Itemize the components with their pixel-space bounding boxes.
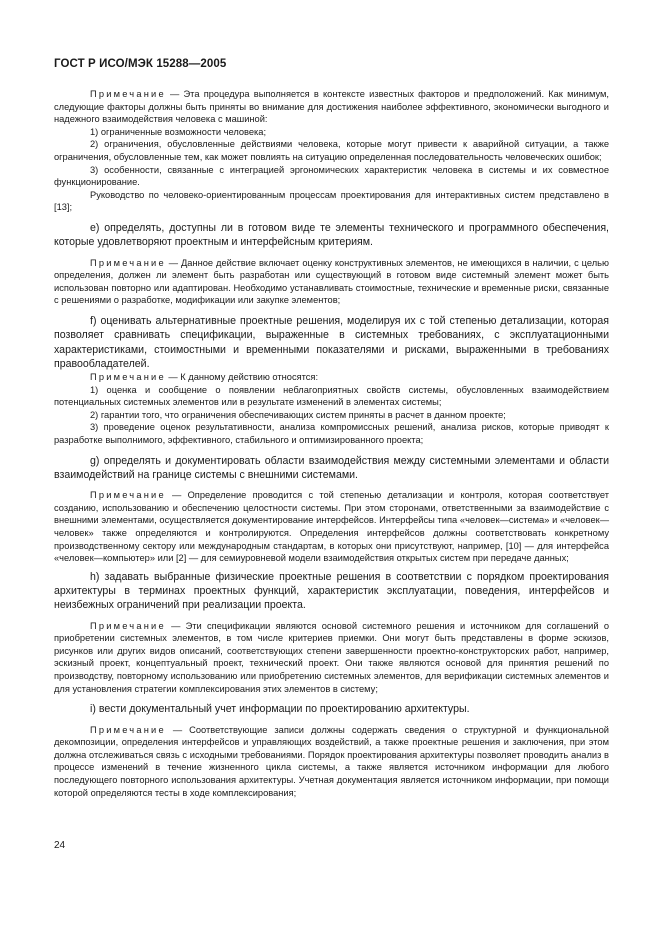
note-label: Примечание: [90, 724, 166, 735]
list-item: 1) оценка и сообщение о появлении неблагоприятных свойств системы, обусловленных взаимодействием потенциальных системных элементов или в результате изменений в элементах системы;: [54, 384, 609, 408]
note-text: — Определение проводится с той степенью детализации и контроля, которая соответствует созданию, использованию и обеспечению целостности системы. При этом сторонами, ответственными за взаимодействие с внешними элементами, осуществляется документирование интерфейсов. Интерфейсы типа «человек—система» и «человек—человек» также определяются и контролируются. Определения интерфейсов должны соответствовать конкретному производственному сектору или международным стандартам, в которых они присутствуют, например, [10] — для интерфейса «человек—компьютер» или [2] — для семиуровневой модели взаимодействия открытых систем при передаче данных;: [54, 490, 609, 564]
list-item: 3) особенности, связанные с интеграцией эргономических характеристик человека в системы и их совместное функционирование.: [54, 164, 609, 188]
note-paragraph: [54, 620, 609, 696]
note-label: Примечание: [90, 372, 166, 383]
document-header: ГОСТ Р ИСО/МЭК 15288—2005: [54, 58, 227, 70]
list-item: 2) ограничения, обусловленные действиями человека, которые могут привести к аварийной ситуации, а также ограничения, обусловленные тем, как может повлиять на ситуацию определенная последовательность человеческих ошибок;: [54, 139, 609, 162]
note-label: Примечание: [90, 620, 166, 631]
page-number: 24: [54, 840, 66, 851]
list-item: 3) проведение оценок результативности, анализа компромиссных решений, анализа рисков, которые приводят к разработке выполнимого, эффективного, стабильного и оптимизированного проекта;: [54, 422, 609, 446]
note-text: — Соответствующие записи должны содержать сведения о структурной и функциональной декомпозиции, определения интерфейсов и управляющих воздействий, а также проектные решения и заключения, при этом должна отслеживаться связь с исходными требованиями. Порядок проектирования архитектуры позволяет проводить анализ в процессе изменений в течение жизненного цикла системы, а также является источником информации для любого последующего повторного использования архитектуры. Учетная документация является источником информации, при помощи которой определяются тесты в ходе комплексирования;: [54, 724, 609, 798]
note-paragraph: [54, 257, 609, 307]
list-item: 1) ограниченные возможности человека;: [90, 126, 267, 137]
note-label: Примечание: [90, 89, 166, 99]
item-e: e) определять, доступны ли в готовом виде те элементы технического и программного обеспечения, которые удовлетворяют проектным и интерфейсным критериям.: [54, 221, 609, 249]
note-text: — Эти спецификации являются основой системного решения и источником для соглашений о приобретении системных элементов, в том числе критериев приемки. Они могут быть представлены в форме эскизов, рисунков или других видов описаний, соответствующих степени завершенности проектно-конструкторских работ, например, эскизный проект, концептуальный проект, технический проект. Они также являются основой для принятия решений по производству, повторному использованию или приобретению системных элементов, для верификации системных элементов и для установления стратегии комплексирования этих элементов в систему;: [54, 620, 609, 694]
note-paragraph: [54, 724, 609, 800]
note-label: Примечание: [90, 257, 166, 268]
item-g: g) определять и документировать области взаимодействия между системными элементами и области взаимодействий на границе системы с внешними системами.: [54, 454, 609, 481]
note-label: Примечание: [90, 490, 166, 501]
document-body: [54, 88, 609, 799]
note-text: — Данное действие включает оценку конструктивных элементов, не имеющихся в наличии, с целью определения, должен ли элемент быть разработан или существующий в готовом виде системный элемент может быть использован повторно или адаптирован. Необходимо устанавливать стоимостные, технические и временные риски, связанные с решениями о разработке, модификации или закупке элементов;: [54, 257, 609, 306]
body-paragraph: Руководство по человеко-ориентированным процессам проектирования для интерактивных систем представлено в [13];: [54, 189, 609, 213]
list-item: 2) гарантии того, что ограничения обеспечивающих систем приняты в расчет в данном проекте;: [90, 409, 506, 420]
note-text: — К данному действию относятся:: [165, 372, 319, 383]
item-i: i) вести документальный учет информации по проектированию архитектуры.: [90, 703, 470, 716]
item-f: f) оценивать альтернативные проектные решения, моделируя их с той степенью детализации, которая позволяет сравнивать спецификации, выраженные в системных требованиях, с эксплуатационными характеристиками, стоимостными и временными показателями и рисками, выраженными в требованиях правообладателей.: [54, 314, 609, 370]
note-text: — Эта процедура выполняется в контексте известных факторов и предположений. Как минимум, следующие факторы должны быть приняты во внимание для достижения наиболее эффективного, экономически выгодного и надежного взаимодействия человека с машиной:: [54, 89, 609, 125]
note-paragraph: [54, 489, 609, 565]
note-paragraph: [54, 371, 609, 384]
item-h: h) задавать выбранные физические проектные решения в соответствии с порядком проектирования архитектуры в терминах проектных функций, характеристик эксплуатации, поведения, интерфейсов и неизбежных ограничений при реализации проекта.: [54, 570, 609, 612]
note-paragraph: [54, 88, 609, 126]
